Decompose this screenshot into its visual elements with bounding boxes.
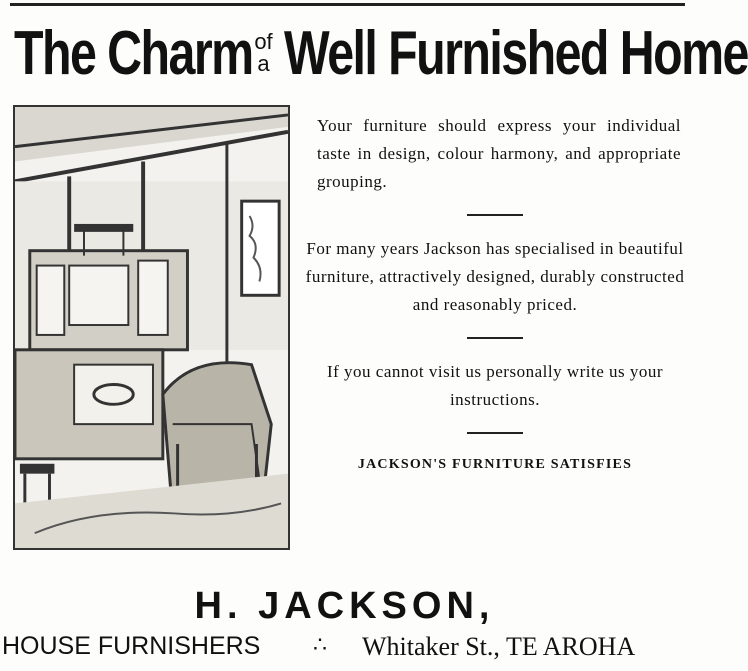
headline-part-2: Well Furnished Home (284, 18, 748, 88)
headline-part-1: The Charm (14, 18, 253, 88)
business-address: Whitaker St., TE AROHA (362, 632, 636, 661)
top-rule (10, 3, 685, 6)
business-footer (0, 632, 689, 668)
copy-paragraph-1: Your furniture should express your individual taste in design, colour harmony, and appropriate grouping. (317, 116, 681, 191)
headline-connector-top: of (254, 29, 273, 54)
business-name: H. JACKSON, (194, 585, 495, 627)
advertisement-copy (305, 112, 685, 479)
furnished-room-illustration (13, 105, 290, 550)
headline (14, 8, 748, 98)
headline-connector-bottom: a (257, 51, 270, 76)
slogan: JACKSON'S FURNITURE SATISFIES (357, 457, 633, 472)
copy-paragraph-3: If you cannot visit us personally write us your instructions. (326, 362, 664, 409)
divider (467, 337, 523, 339)
separator-dots-icon: ∴ (313, 632, 327, 657)
divider (467, 432, 523, 434)
room-drawing-icon (15, 107, 288, 548)
copy-paragraph-2: For many years Jackson has specialised in beautiful furniture, attractively designed, durably constructed and reasonably priced. (305, 239, 685, 314)
trade-description: HOUSE FURNISHERS (2, 632, 261, 660)
headline-connector (249, 31, 278, 75)
divider (467, 214, 523, 216)
